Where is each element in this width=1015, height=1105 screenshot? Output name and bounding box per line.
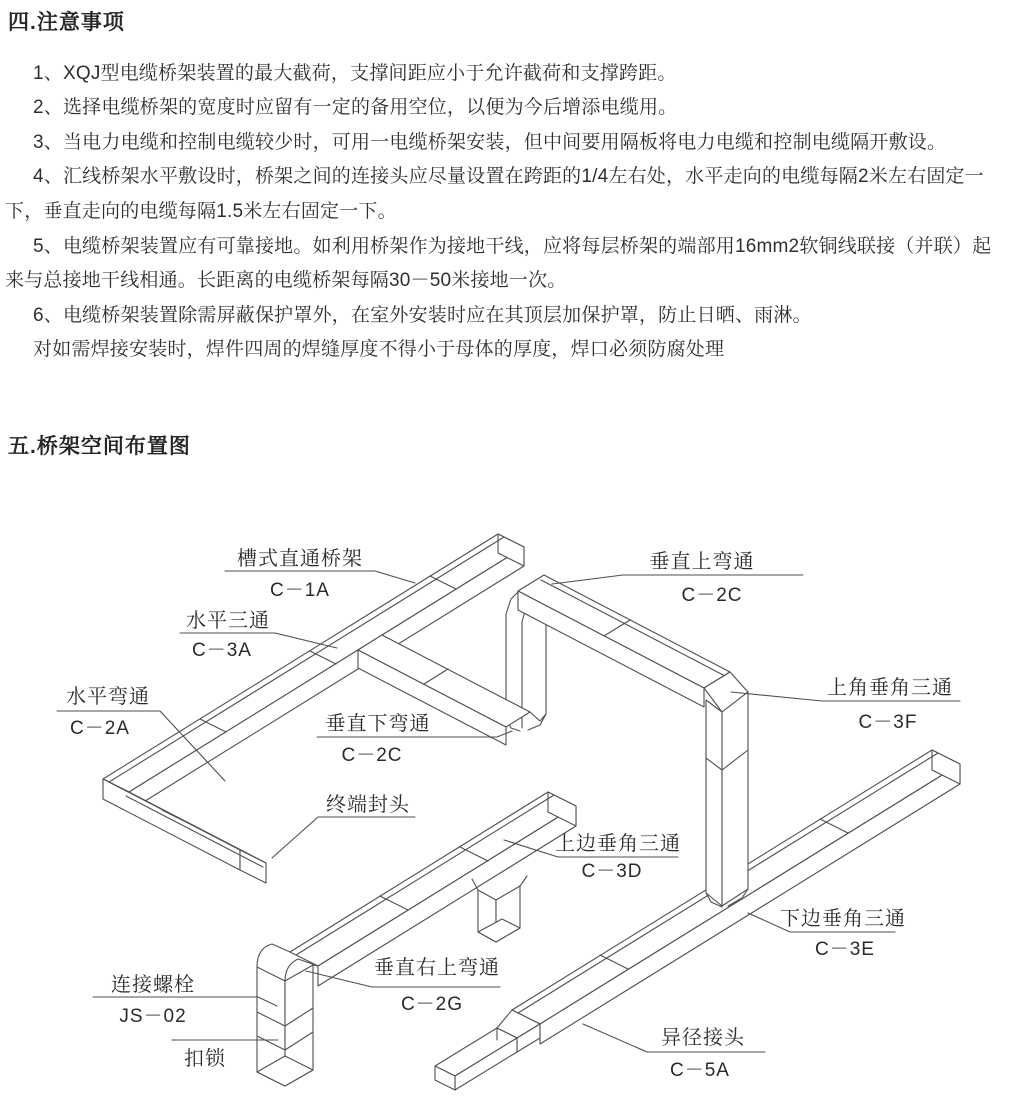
label-buckle-lock: 扣锁 <box>184 1048 226 1070</box>
label-connecting-bolt: 连接螺栓 <box>111 974 195 996</box>
code-reducer-joint: C－5A <box>670 1060 730 1081</box>
code-straight-tray: C－1A <box>270 580 330 601</box>
label-right-up-bend: 垂直右上弯通 <box>374 957 500 979</box>
note-line: 对如需焊接安装时，焊件四周的焊缝厚度不得小于母体的厚度，焊口必须防腐处理 <box>33 339 725 360</box>
note-line: 5、电缆桥架装置应有可靠接地。如利用桥架作为接地干线，应将每层桥架的端部用16mm2软铜线联接（并联）起 <box>33 236 992 257</box>
upper-straight-tray <box>103 534 524 811</box>
code-lower-vertical-tee: C－3E <box>815 939 875 960</box>
label-vertical-up-bend: 垂直上弯通 <box>649 551 755 573</box>
horizontal-elbow-arm <box>103 779 266 883</box>
code-vertical-up-bend: C－2C <box>681 585 743 606</box>
note-line: 2、选择电缆桥架的宽度时应留有一定的备用空位，以便为今后增添电缆用。 <box>33 97 678 118</box>
label-lower-vertical-tee: 下边垂角三通 <box>780 908 906 930</box>
note-line: 3、当电力电缆和控制电缆较少时，可用一电缆桥架安装，但中间要用隔板将电力电缆和控制电缆隔开敷设。 <box>33 132 947 153</box>
note-line: 4、汇线桥架水平敷设时，桥架之间的连接头应尽量设置在跨距的1/4左右处，水平走向的电缆每隔2米左右固定一 <box>33 166 984 187</box>
note-line: 下，垂直走向的电缆每隔1.5米左右固定一下。 <box>5 201 397 222</box>
code-upper-vertical-tee: C－3D <box>581 861 643 882</box>
section-4-heading-text: 四.注意事项 <box>8 11 125 34</box>
code-connecting-bolt: JS－02 <box>119 1006 187 1027</box>
label-end-cap: 终端封头 <box>326 794 410 816</box>
note-line: 来与总接地干线相通。长距离的电缆桥架每隔30－50米接地一次。 <box>5 270 567 291</box>
code-horizontal-tee: C－3A <box>192 640 252 661</box>
label-horizontal-elbow: 水平弯通 <box>66 686 150 708</box>
label-straight-tray: 槽式直通桥架 <box>237 548 363 570</box>
code-right-up-bend: C－2G <box>400 994 464 1015</box>
right-up-riser <box>257 944 318 1086</box>
note-line: 6、电缆桥架装置除需屏蔽保护罩外，在室外安装时应在其顶层加保护罩，防止日晒、雨淋。 <box>33 305 812 326</box>
tray-layout-diagram <box>0 480 1015 1105</box>
label-reducer-joint: 异径接头 <box>661 1027 745 1049</box>
label-upper-vertical-tee: 上边垂角三通 <box>555 833 681 855</box>
label-horizontal-tee: 水平三通 <box>186 610 270 632</box>
code-vertical-down-bend: C－2C <box>341 745 403 766</box>
diagram-labels <box>66 547 953 1081</box>
section-5-heading: 五.桥架空间布置图 <box>8 435 191 458</box>
label-top-corner-tee: 上角垂角三通 <box>827 677 953 699</box>
code-horizontal-elbow: C－2A <box>70 718 130 739</box>
label-vertical-down-bend: 垂直下弯通 <box>325 713 431 735</box>
note-line: 1、XQJ型电缆桥架装置的最大截荷，支撑间距应小于允许截荷和支撑跨距。 <box>33 63 677 84</box>
corner-drop-post <box>706 692 748 907</box>
code-top-corner-tee: C－3F <box>858 712 918 733</box>
reducer-section <box>435 1010 540 1090</box>
